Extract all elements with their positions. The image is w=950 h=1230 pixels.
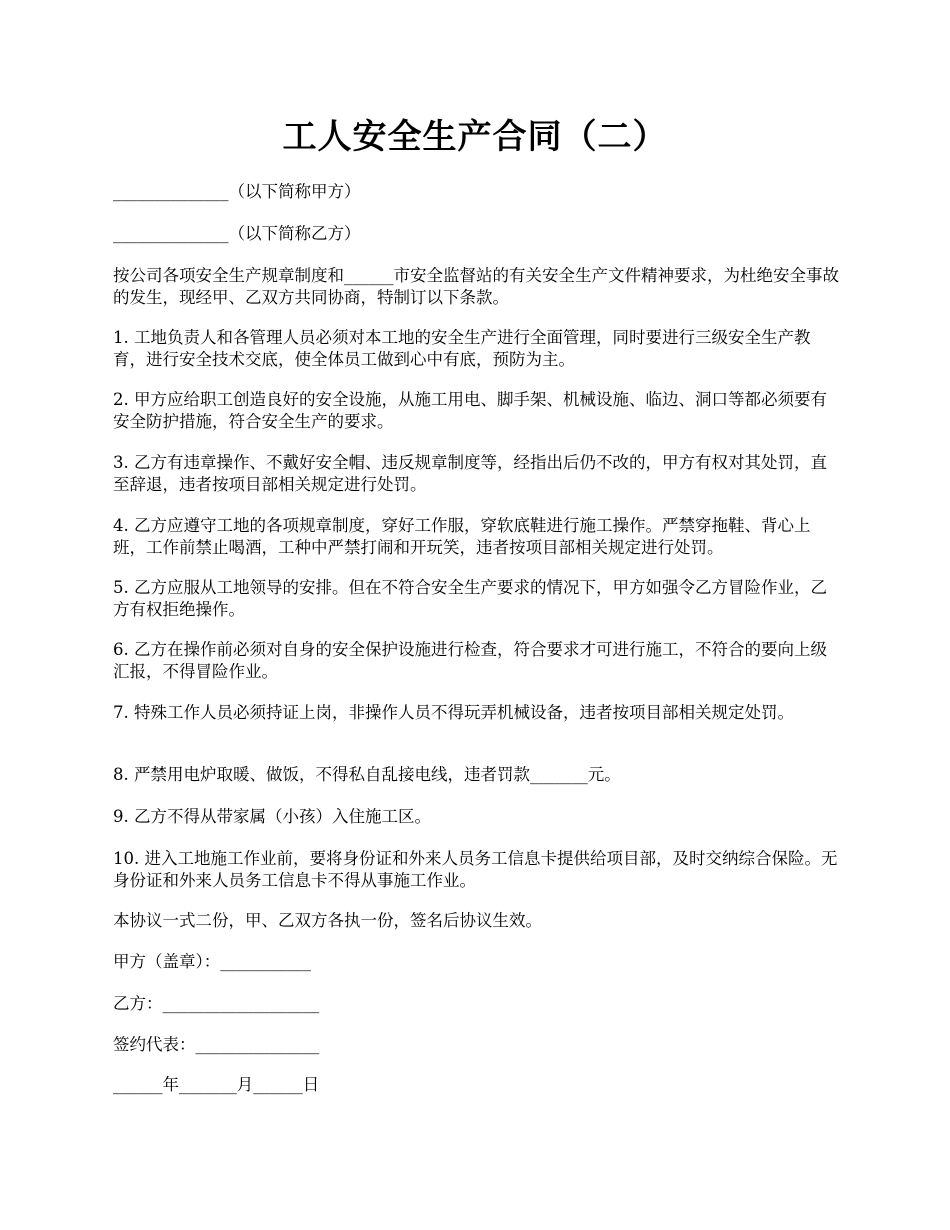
clause-3: 3. 乙方有违章操作、不戴好安全帽、违反规章制度等，经指出后仍不改的，甲方有权对其处罚，直至辞退，违者按项目部相关规定进行处罚。	[113, 453, 827, 494]
closing-statement: 本协议一式二份，甲、乙双方各执一份，签名后协议生效。	[113, 911, 542, 930]
clause-8: 8. 严禁用电炉取暖、做饭，不得私自乱接电线，违者罚款_______元。	[113, 765, 621, 784]
signature-party-a: 甲方（盖章）：___________	[113, 952, 311, 971]
clause-5: 5. 乙方应服从工地领导的安排。但在不符合安全生产要求的情况下，甲方如强令乙方冒险作业，乙方有权拒绝操作。	[113, 578, 827, 619]
signature-date: ______年_______月______日	[113, 1075, 320, 1094]
clause-4: 4. 乙方应遵守工地的各项规章制度，穿好工作服，穿软底鞋进行施工操作。严禁穿拖鞋、背心上班，工作前禁止喝酒，工种中严禁打闹和开玩笑，违者按项目部相关规定进行处罚。	[113, 516, 811, 557]
intro-paragraph: 按公司各项安全生产规章制度和______市安全监督站的有关安全生产文件精神要求，为杜绝安全事故的发生，现经甲、乙双方共同协商，特制订以下条款。	[113, 266, 839, 307]
clause-2: 2. 甲方应给职工创造良好的安全设施，从施工用电、脚手架、机械设施、临边、洞口等都必须要有安全防护措施，符合安全生产的要求。	[113, 390, 827, 431]
clause-7: 7. 特殊工作人员必须持证上岗，非操作人员不得玩弄机械设备，违者按项目部相关规定处罚。	[113, 703, 794, 722]
page-title: 工人安全生产合同（二）	[282, 117, 668, 157]
party-b-line: ______________（以下简称乙方）	[113, 224, 361, 243]
signature-representative: 签约代表：_______________	[113, 1035, 320, 1054]
clause-1: 1. 工地负责人和各管理人员必须对本工地的安全生产进行全面管理，同时要进行三级安全生产教育，进行安全技术交底，使全体员工做到心中有底，预防为主。	[113, 328, 811, 369]
signature-party-b: 乙方：___________________	[113, 994, 320, 1013]
party-a-line: ______________（以下简称甲方）	[113, 182, 361, 201]
clause-10: 10. 进入工地施工作业前，要将身份证和外来人员务工信息卡提供给项目部，及时交纳综合保险。无身份证和外来人员务工信息卡不得从事施工作业。	[113, 849, 838, 890]
clause-9: 9. 乙方不得从带家属（小孩）入住施工区。	[113, 807, 431, 826]
clause-6: 6. 乙方在操作前必须对自身的安全保护设施进行检查，符合要求才可进行施工，不符合的要向上级汇报，不得冒险作业。	[113, 640, 827, 681]
